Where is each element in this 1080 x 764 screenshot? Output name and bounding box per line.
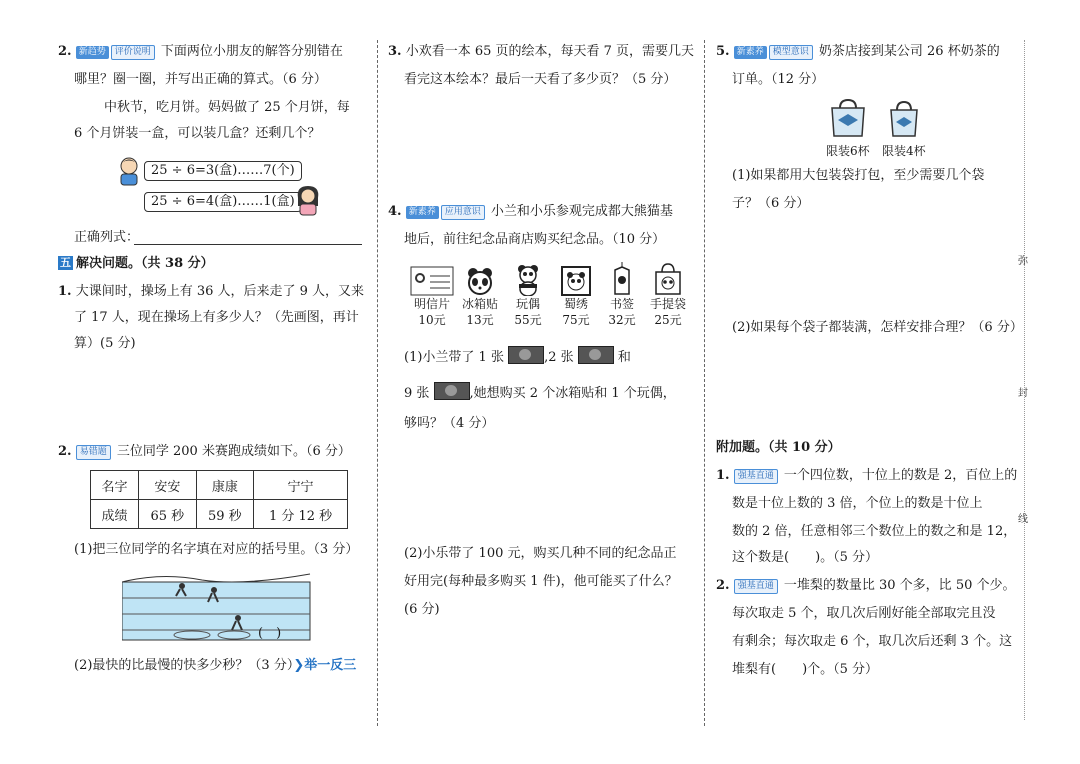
boy-avatar-icon: [116, 156, 142, 190]
extra-q1-text-3: 数的 2 倍，任意相邻三个数位上的数之和是 12，: [732, 524, 1017, 539]
q4-sub1-a: (1)小兰带了 1 张: [404, 350, 504, 365]
q3-text-2: 看完这本绘本？最后一天看了多少页？（5 分）: [404, 72, 677, 87]
girl-avatar-icon: [294, 184, 322, 220]
swimming-pool-illustration: [122, 572, 312, 646]
q4-sub2-text-1: (2)小乐带了 100 元，购买几种不同的纪念品正: [404, 546, 677, 561]
extra-q2-text-3: 有剩余；每次取走 6 个，取几次后还剩 3 个。这: [732, 634, 1013, 649]
q2-line1: [58, 42, 343, 62]
q4-line1: [388, 202, 673, 222]
extra-q2-number: 2.: [716, 578, 730, 593]
table-cell: 名字: [91, 471, 139, 500]
extra-section-title: 附加题。（共 10 分）: [716, 440, 841, 455]
souvenir-fridge-magnet: [456, 262, 504, 328]
item-price: 25元: [654, 313, 682, 327]
extra-q1-number: 1.: [716, 468, 730, 483]
q3-text-1: 小欢看一本 65 页的绘本，每天看 7 页，需要几天: [405, 44, 695, 59]
q2b-line1: [58, 442, 351, 462]
q5-text-2: 订单。（12 分）: [732, 72, 825, 87]
extra-q2-text-1: 一堆梨的数量比 30 个多，比 50 个少。: [783, 578, 1016, 593]
extra-q1-text-2: 数是十位上数的 3 倍，个位上的数是十位上: [732, 496, 983, 511]
item-price: 75元: [562, 313, 590, 327]
souvenir-doll: [504, 262, 552, 328]
section-5-heading: [58, 254, 214, 274]
q2-text-4: 6 个月饼装一盒，可以装几盒？还剩几个？: [74, 126, 321, 141]
table-row: [91, 500, 348, 529]
q4-sub2-text-2: 好用完(每种最多购买 1 件)，他可能买了什么？: [404, 574, 678, 589]
table-cell: 宁宁: [254, 471, 348, 500]
small-bag: [882, 98, 926, 159]
brand-label: 举一反三: [304, 658, 357, 673]
extra-q1-tag: 强基直通: [734, 469, 778, 484]
q4-tag-new: 新素养: [406, 206, 439, 219]
girl-answer-bubble: 25 ÷ 6=4(盒)……1(盒): [144, 192, 302, 212]
q5-text-1: 奶茶店接到某公司 26 杯奶茶的: [818, 44, 1000, 59]
q2-tag-trend: 新趋势: [76, 46, 109, 59]
q5-sub2-text: (2)如果每个袋子都装满，怎样安排合理？（6 分）: [732, 320, 1023, 335]
large-bag: [826, 98, 870, 159]
small-bag-label: 限装4杯: [882, 144, 926, 158]
extra-q1-text-1: 一个四位数，十位上的数是 2，百位上的: [783, 468, 1018, 483]
q4-sub1-line2: [404, 382, 676, 404]
panda-doll-icon: [504, 262, 552, 296]
item-name: 手提袋: [649, 297, 686, 311]
q5-number: 5.: [716, 44, 730, 59]
seal-mark-2: 封: [1018, 388, 1028, 399]
item-price: 55元: [514, 313, 542, 327]
race-score-table: [90, 470, 348, 529]
large-bag-icon: [828, 98, 868, 138]
brand-arrow-icon: ❯: [293, 658, 305, 673]
item-name: 冰箱贴: [461, 297, 498, 311]
table-cell: 65 秒: [139, 500, 197, 529]
extra-q1-text-4: 这个数是( )。（5 分）: [732, 550, 879, 565]
q1-line1: [58, 282, 364, 302]
tote-bag-icon: [644, 262, 692, 296]
large-bag-label: 限装6杯: [826, 144, 870, 158]
q2-text-2: 哪里？圈一圈，并写出正确的算式。（6 分）: [74, 72, 327, 87]
item-price: 13元: [466, 313, 494, 327]
column-divider-1: [377, 40, 378, 726]
q1-text-3: 算）(5 分): [74, 336, 136, 351]
banknote-50-icon: [578, 346, 614, 364]
table-header-row: [91, 471, 348, 500]
q2-text-1: 下面两位小朋友的解答分别错在: [160, 44, 343, 59]
item-name: 明信片: [413, 297, 450, 311]
q5-sub1-text-2: 子？（6 分）: [732, 196, 810, 211]
q2-text-3: 中秋节，吃月饼。妈妈做了 25 个月饼，每: [104, 100, 350, 115]
q5-sub1-text-1: (1)如果都用大包装袋打包，至少需要几个袋: [732, 168, 985, 183]
table-cell: 康康: [196, 471, 254, 500]
item-name: 书签: [609, 297, 634, 311]
q4-sub1-f: 够吗？（4 分）: [404, 416, 495, 431]
section-5-title: 解决问题。（共 38 分）: [76, 256, 214, 271]
pool-answer-paren[interactable]: ( ): [258, 626, 282, 641]
q2b-number: 2.: [58, 444, 72, 459]
postcard-icon: [408, 262, 456, 296]
q3-number: 3.: [388, 44, 402, 59]
item-price: 10元: [418, 313, 446, 327]
q4-number: 4.: [388, 204, 402, 219]
q1-number: 1.: [58, 284, 72, 299]
q5-tag-model: 模型意识: [769, 45, 813, 60]
souvenir-embroidery: [552, 262, 600, 328]
item-name: 蜀绣: [563, 297, 588, 311]
seal-mark-1: 弥: [1018, 256, 1028, 267]
table-cell: 安安: [139, 471, 197, 500]
q4-sub1-b: ,2 张: [544, 350, 574, 365]
correct-equation-label: 正确列式：: [74, 230, 140, 245]
q4-sub1-e: ,她想购买 2 个冰箱贴和 1 个玩偶，: [469, 386, 676, 401]
section-5-box: 五: [60, 256, 71, 269]
q5-tag-new: 新素养: [734, 46, 767, 59]
q2b-sub1: (1)把三位同学的名字填在对应的括号里。（3 分）: [74, 542, 359, 557]
q3-line1: [388, 42, 694, 62]
embroidery-icon: [552, 262, 600, 296]
q4-sub1-line1: [404, 346, 631, 368]
seal-mark-3: 线: [1018, 514, 1028, 525]
item-name: 玩偶: [515, 297, 540, 311]
souvenir-postcard: [408, 262, 456, 328]
banknote-10-icon: [434, 382, 470, 400]
extra-q2-tag: 强基直通: [734, 579, 778, 594]
souvenir-bookmark: [598, 262, 646, 328]
panda-magnet-icon: [456, 262, 504, 296]
q4-sub1-d: 9 张: [404, 386, 430, 401]
q1-text-1: 大课间时，操场上有 36 人，后来走了 9 人，又来: [75, 284, 365, 299]
small-bag-icon: [887, 98, 921, 138]
column-divider-2: [704, 40, 705, 726]
boy-answer-bubble: 25 ÷ 6=3(盒)……7(个): [144, 161, 302, 181]
banknote-100-icon: [508, 346, 544, 364]
extra-q2-text-2: 每次取走 5 个，取几次后刚好能全部取完且没: [732, 606, 996, 621]
q5-line1: [716, 42, 1000, 62]
q4-sub1-c: 和: [617, 350, 631, 365]
bookmark-icon: [598, 262, 646, 296]
q1-text-2: 了 17 人，现在操场上有多少人？（先画图，再计: [74, 310, 359, 325]
table-cell: 59 秒: [196, 500, 254, 529]
item-price: 32元: [608, 313, 636, 327]
extra-q2-line1: [716, 576, 1016, 596]
table-cell: 1 分 12 秒: [254, 500, 348, 529]
q2b-sub2: (2)最快的比最慢的快多少秒？（3 分）: [74, 658, 294, 673]
souvenir-tote-bag: [644, 262, 692, 328]
seal-line: [1024, 40, 1025, 720]
extra-q2-text-4: 堆梨有( )个。（5 分）: [732, 662, 879, 677]
extra-q1-line1: [716, 466, 1017, 486]
q4-text-1: 小兰和小乐参观完成都大熊猫基: [490, 204, 673, 219]
correct-equation-blank[interactable]: [134, 244, 362, 245]
q4-sub2-text-3: (6 分): [404, 602, 440, 617]
q4-text-2: 地后，前往纪念品商店购买纪念品。（10 分）: [404, 232, 666, 247]
q2b-sub2-row: [74, 656, 356, 676]
q2-tag-eval: 评价说明: [111, 45, 155, 60]
q2b-tag-mistake: 易错题: [76, 445, 111, 460]
q4-tag-skill: 应用意识: [441, 205, 485, 220]
q2b-text: 三位同学 200 米赛跑成绩如下。（6 分）: [116, 444, 351, 459]
table-cell: 成绩: [91, 500, 139, 529]
q2-number: 2.: [58, 44, 72, 59]
